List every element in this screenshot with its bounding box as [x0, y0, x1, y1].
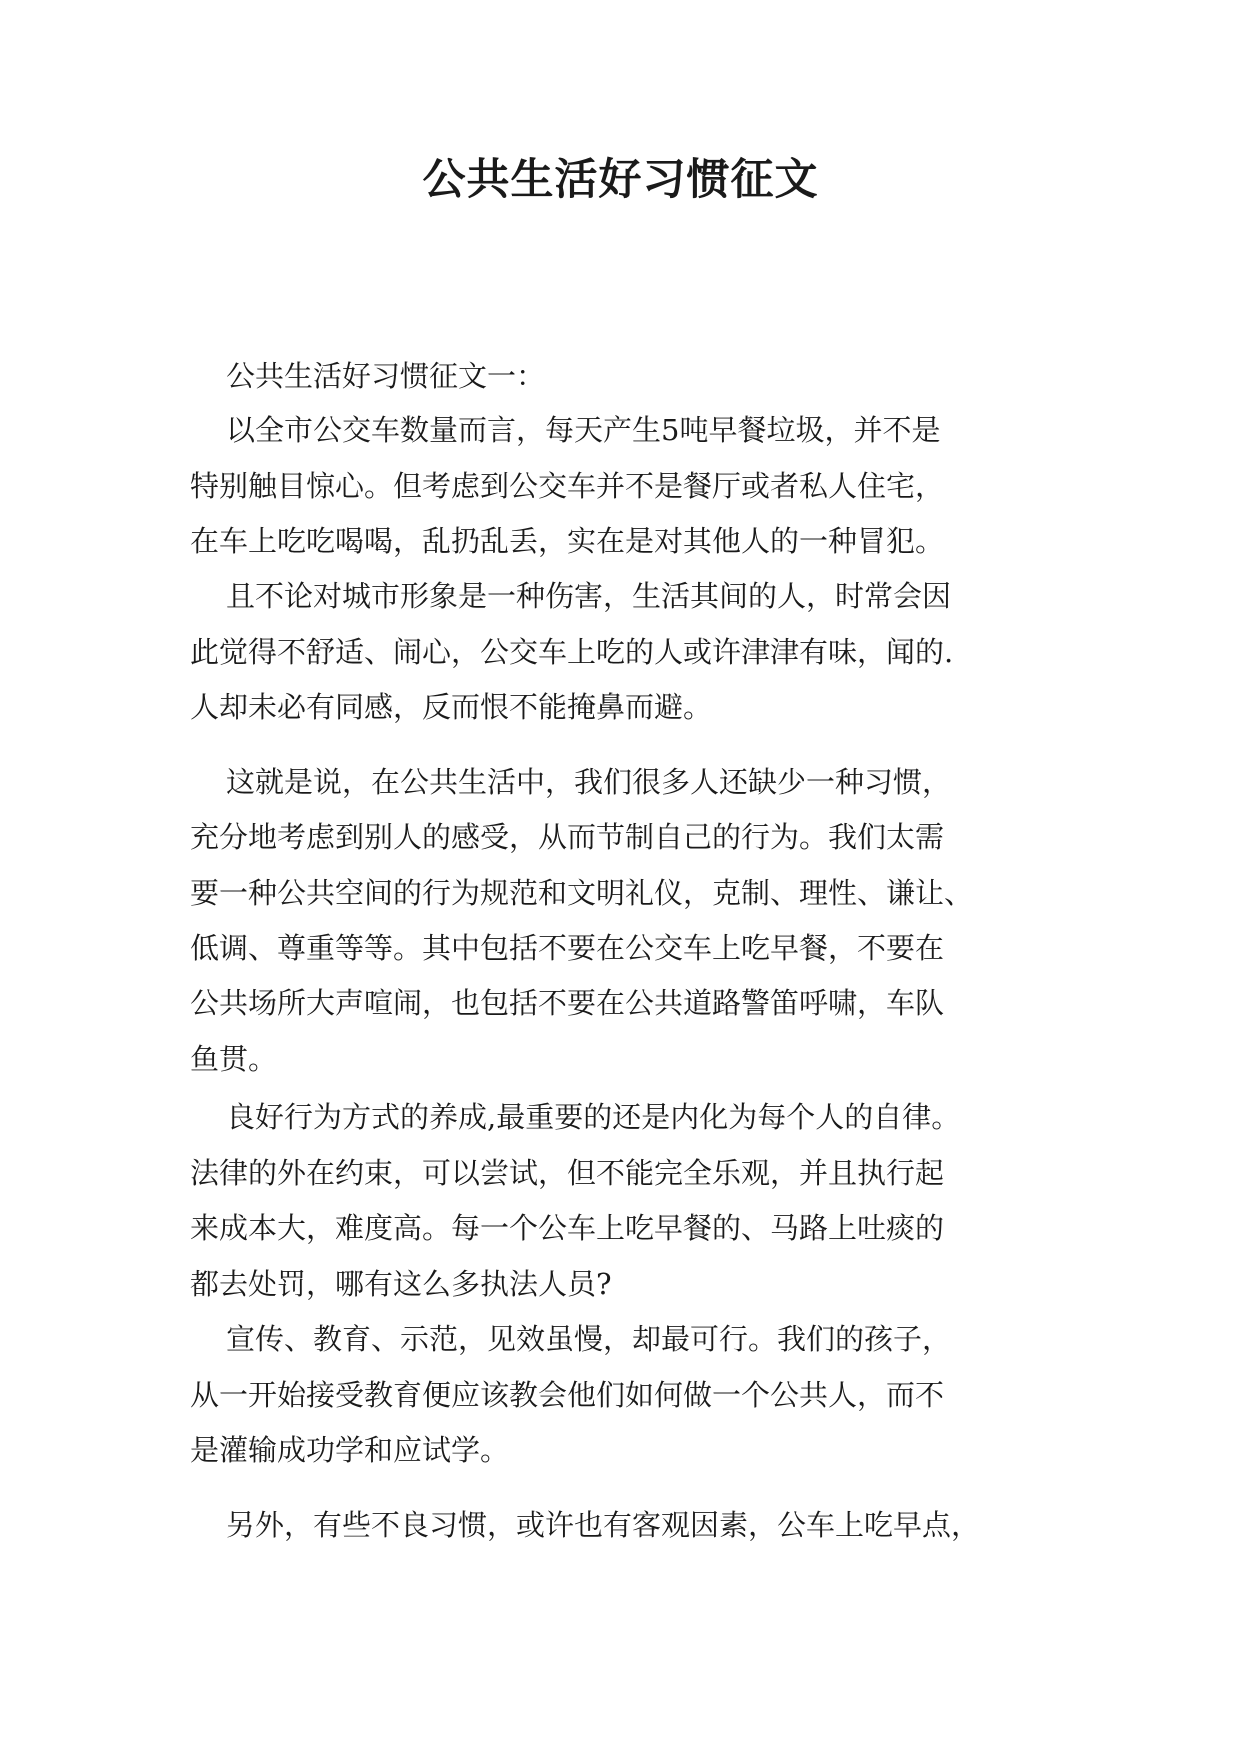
paragraph-line: 公共场所大声喧闹，也包括不要在公共道路警笛呼啸，车队 [190, 986, 945, 1020]
paragraph-line: 要一种公共空间的行为规范和文明礼仪，克制、理性、谦让、 [190, 876, 974, 910]
paragraph-line: 这就是说，在公共生活中，我们很多人还缺少一种习惯， [226, 765, 952, 799]
paragraph-line: 都去处罚，哪有这么多执法人员? [190, 1267, 612, 1301]
paragraph-line: 人却未必有同感，反而恨不能掩鼻而避。 [190, 690, 713, 724]
paragraph-line: 在车上吃吃喝喝，乱扔乱丢，实在是对其他人的一种冒犯。 [190, 524, 945, 558]
paragraph-line: 以全市公交车数量而言，每天产生5吨早餐垃圾，并不是 [226, 413, 941, 447]
paragraph-line: 良好行为方式的养成,最重要的还是内化为每个人的自律。 [226, 1100, 961, 1134]
paragraph-line: 充分地考虑到别人的感受，从而节制自己的行为。我们太需 [190, 820, 945, 854]
paragraph-line: 低调、尊重等等。其中包括不要在公交车上吃早餐，不要在 [190, 931, 945, 965]
document-title: 公共生活好习惯征文 [422, 155, 819, 205]
section-heading: 公共生活好习惯征文一： [226, 359, 546, 393]
paragraph-line: 此觉得不舒适、闹心，公交车上吃的人或许津津有味，闻的. [190, 635, 954, 669]
paragraph-line: 是灌输成功学和应试学。 [190, 1433, 510, 1467]
paragraph-line: 来成本大，难度高。每一个公车上吃早餐的、马路上吐痰的 [190, 1211, 945, 1245]
paragraph-line: 且不论对城市形象是一种伤害，生活其间的人，时常会因 [226, 579, 952, 613]
paragraph-line: 法律的外在约束，可以尝试，但不能完全乐观，并且执行起 [190, 1156, 945, 1190]
paragraph-line: 鱼贯。 [190, 1042, 278, 1076]
paragraph-line: 特别触目惊心。但考虑到公交车并不是餐厅或者私人住宅， [190, 469, 945, 503]
paragraph-line: 从一开始接受教育便应该教会他们如何做一个公共人，而不 [190, 1378, 945, 1412]
paragraph-line: 宣传、教育、示范，见效虽慢，却最可行。我们的孩子， [226, 1322, 952, 1356]
paragraph-line: 另外，有些不良习惯，或许也有客观因素，公车上吃早点， [226, 1508, 981, 1542]
